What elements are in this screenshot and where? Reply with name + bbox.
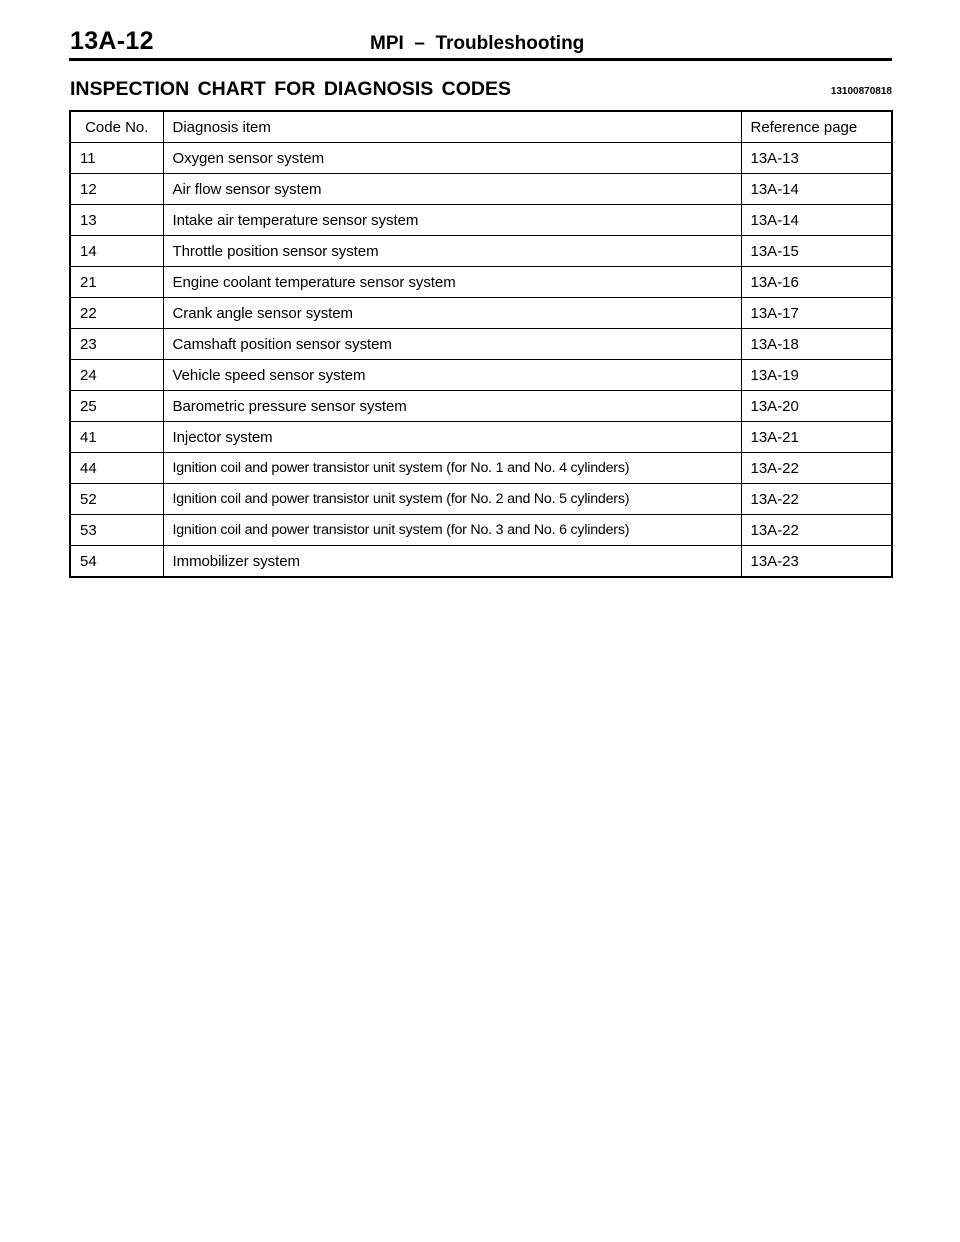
code-cell: 11 <box>70 143 163 174</box>
table-row <box>70 453 892 484</box>
diagnosis-item-cell: Barometric pressure sensor system <box>163 391 741 422</box>
reference-page-cell: 13A-14 <box>741 205 892 236</box>
table-row <box>70 391 892 422</box>
diagnosis-item-cell: Ignition coil and power transistor unit system (for No. 2 and No. 5 cylinders) <box>163 484 741 515</box>
diagnosis-item-cell: Camshaft position sensor system <box>163 329 741 360</box>
reference-page-cell: 13A-17 <box>741 298 892 329</box>
code-cell: 21 <box>70 267 163 298</box>
table-row <box>70 298 892 329</box>
page-number: 13A-12 <box>70 27 154 55</box>
reference-page-cell: 13A-14 <box>741 174 892 205</box>
table-row <box>70 174 892 205</box>
reference-page-cell: 13A-23 <box>741 546 892 578</box>
reference-page-cell: 13A-21 <box>741 422 892 453</box>
column-header-code-no: Code No. <box>85 118 149 136</box>
diagnosis-item-cell: Ignition coil and power transistor unit system (for No. 3 and No. 6 cylinders) <box>163 515 741 546</box>
column-header-reference-page: Reference page <box>741 111 892 143</box>
section-code: 13100870818 <box>830 86 892 97</box>
table-header-row <box>70 111 892 143</box>
diagnosis-item-cell: Immobilizer system <box>163 546 741 578</box>
table-row <box>70 422 892 453</box>
diagnosis-item-cell: Ignition coil and power transistor unit system (for No. 1 and No. 4 cylinders) <box>163 453 741 484</box>
code-cell: 22 <box>70 298 163 329</box>
diagnosis-code-table <box>69 110 893 578</box>
diagnosis-item-cell: Oxygen sensor system <box>163 143 741 174</box>
table-row <box>70 360 892 391</box>
reference-page-cell: 13A-15 <box>741 236 892 267</box>
diagnosis-item-cell: Air flow sensor system <box>163 174 741 205</box>
table-row <box>70 546 892 578</box>
reference-page-cell: 13A-22 <box>741 515 892 546</box>
code-cell: 23 <box>70 329 163 360</box>
reference-page-cell: 13A-13 <box>741 143 892 174</box>
code-cell: 53 <box>70 515 163 546</box>
section-title: INSPECTION CHART FOR DIAGNOSIS CODES <box>70 78 512 100</box>
table-row <box>70 205 892 236</box>
diagnosis-item-cell: Intake air temperature sensor system <box>163 205 741 236</box>
code-cell: 54 <box>70 546 163 578</box>
reference-page-cell: 13A-18 <box>741 329 892 360</box>
table-row <box>70 236 892 267</box>
code-cell: 14 <box>70 236 163 267</box>
reference-page-cell: 13A-16 <box>741 267 892 298</box>
table-row <box>70 267 892 298</box>
code-cell: 24 <box>70 360 163 391</box>
table-body <box>70 143 892 578</box>
code-cell: 52 <box>70 484 163 515</box>
table-row <box>70 484 892 515</box>
diagnosis-item-cell: Injector system <box>163 422 741 453</box>
table-row <box>70 329 892 360</box>
table-row <box>70 515 892 546</box>
code-cell: 13 <box>70 205 163 236</box>
page-header-title: MPI – Troubleshooting <box>370 33 585 54</box>
code-cell: 12 <box>70 174 163 205</box>
reference-page-cell: 13A-19 <box>741 360 892 391</box>
table-row <box>70 143 892 174</box>
code-cell: 44 <box>70 453 163 484</box>
diagnosis-item-cell: Vehicle speed sensor system <box>163 360 741 391</box>
reference-page-cell: 13A-22 <box>741 453 892 484</box>
code-cell: 41 <box>70 422 163 453</box>
column-header-diagnosis-item: Diagnosis item <box>163 111 741 143</box>
diagnosis-item-cell: Crank angle sensor system <box>163 298 741 329</box>
code-cell: 25 <box>70 391 163 422</box>
diagnosis-item-cell: Engine coolant temperature sensor system <box>163 267 741 298</box>
header-rule <box>69 58 892 61</box>
reference-page-cell: 13A-22 <box>741 484 892 515</box>
diagnosis-item-cell: Throttle position sensor system <box>163 236 741 267</box>
reference-page-cell: 13A-20 <box>741 391 892 422</box>
